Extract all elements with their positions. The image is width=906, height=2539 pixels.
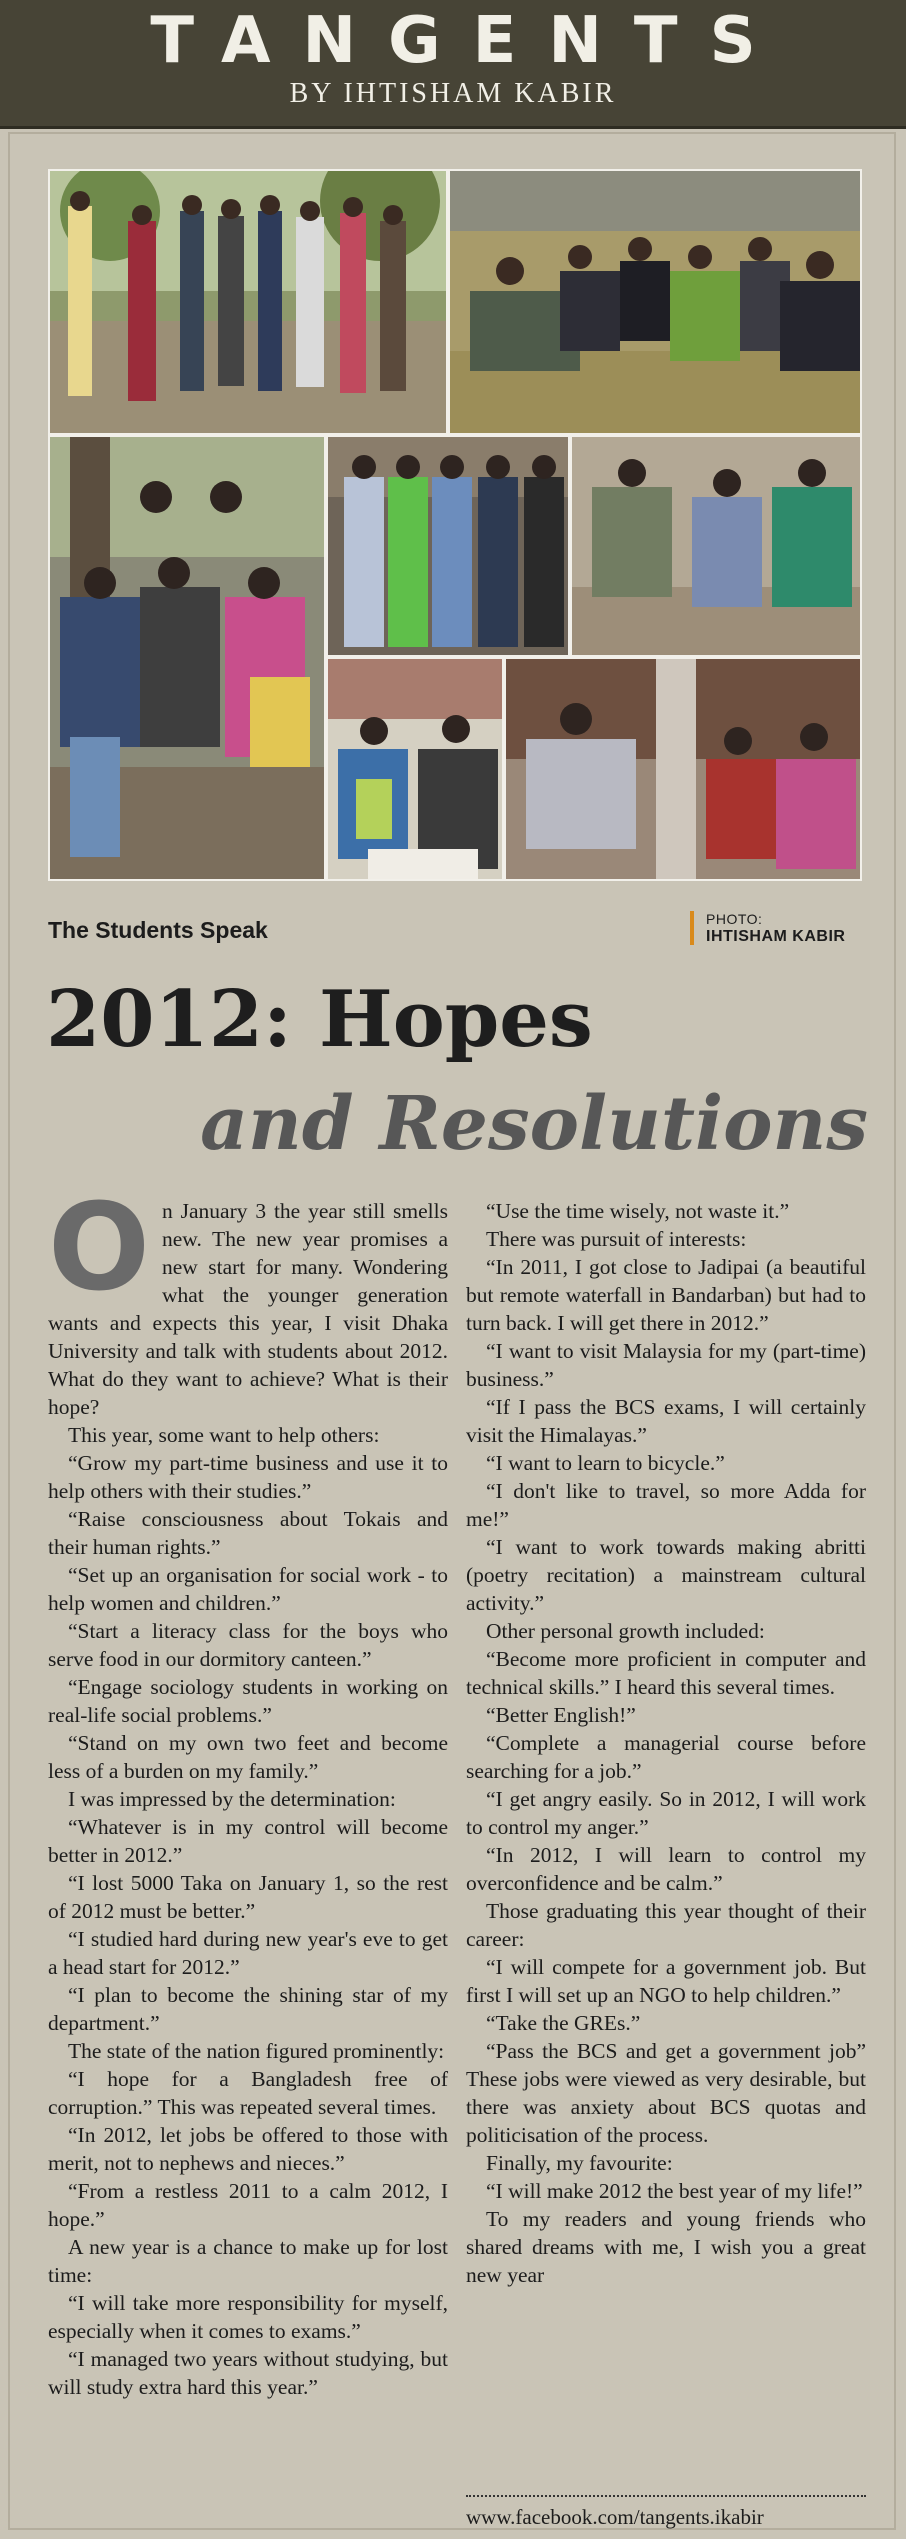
article-paragraph: “I want to learn to bicycle.” [486, 1451, 725, 1475]
article-paragraph: “I hope for a Bangladesh free of corruption.” This was repeated several times. [48, 2067, 448, 2119]
article-paragraph: “Pass the BCS and get a government job” These jobs were viewed as very desirable, but there was anxiety about BCS quotas and politicisation of the process. [466, 2039, 866, 2147]
article-paragraph: “From a restless 2011 to a calm 2012, I hope.” [48, 2179, 448, 2231]
article-paragraph: “In 2012, I will learn to control my overconfidence and be calm.” [466, 1843, 866, 1895]
article-paragraph: “Grow my part-time business and use it to help others with their studies.” [48, 1451, 448, 1503]
article-paragraph: n January 3 the year still smells new. The new year promises a new start for many. Wondering what the younger generation wants and expects this year, I visit Dhaka University and talk with students about 2012. What do they want to achieve? What is their hope? [48, 1199, 448, 1419]
article-paragraph: A new year is a chance to make up for lost time: [48, 2235, 448, 2287]
photo-students-sitting-three [504, 657, 862, 881]
article-paragraph: “Engage sociology students in working on real-life social problems.” [48, 1675, 448, 1727]
headline-line-2: and Resolutions [200, 1081, 868, 1167]
photo-students-on-grass [448, 169, 862, 435]
article-paragraph: “Raise consciousness about Tokais and their human rights.” [48, 1507, 448, 1559]
article-paragraph: “If I pass the BCS exams, I will certainly visit the Himalayas.” [466, 1395, 866, 1447]
footer-divider [466, 2495, 866, 2497]
photo-credit-name: IHTISHAM KABIR [706, 928, 846, 945]
article-paragraph: “I want to visit Malaysia for my (part-time) business.” [466, 1339, 866, 1391]
article-paragraph: The state of the nation figured prominently: [68, 2039, 445, 2063]
photo-students-by-tree [48, 435, 326, 881]
column-byline: BY IHTISHAM KABIR [289, 78, 617, 109]
article-paragraph: “In 2011, I got close to Jadipai (a beautiful but remote waterfall in Bandarban) but had to turn back. I will get there in 2012.” [466, 1255, 866, 1335]
article-paragraph: “I will compete for a government job. But first I will set up an NGO to help children.” [466, 1955, 866, 2007]
article-paragraph: Finally, my favourite: [486, 2151, 673, 2175]
column-header [0, 0, 906, 129]
article-paragraph: Other personal growth included: [486, 1619, 765, 1643]
article-paragraph: “Take the GREs.” [486, 2011, 641, 2035]
article-paragraph: “Whatever is in my control will become better in 2012.” [48, 1815, 448, 1867]
photo-credit [690, 911, 845, 945]
article-paragraph: “I lost 5000 Taka on January 1, so the rest of 2012 must be better.” [48, 1871, 448, 1923]
article-paragraph: There was pursuit of interests: [486, 1227, 747, 1251]
article-paragraph: “Set up an organisation for social work - to help women and children.” [48, 1563, 448, 1615]
photo-students-on-steps [570, 435, 862, 657]
article-paragraph: “In 2012, let jobs be offered to those with merit, not to nephews and nieces.” [48, 2123, 448, 2175]
article-paragraph: “Stand on my own two feet and become less of a burden on my family.” [48, 1731, 448, 1783]
article-paragraph: “I studied hard during new year's eve to get a head start for 2012.” [48, 1927, 448, 1979]
article-paragraph: Those graduating this year thought of their career: [466, 1899, 866, 1951]
article-paragraph: “Become more proficient in computer and technical skills.” I heard this several times. [466, 1647, 866, 1699]
article-paragraph: “I want to work towards making abritti (poetry recitation) a mainstream cultural activity.” [466, 1535, 866, 1615]
article-paragraph: “Complete a managerial course before searching for a job.” [466, 1731, 866, 1783]
article-column-right [466, 1197, 866, 2289]
headline-line-1: 2012: Hopes [46, 974, 593, 1065]
article-paragraph: “I managed two years without studying, but will study extra hard this year.” [48, 2347, 448, 2399]
article-paragraph: “I will make 2012 the best year of my life!” [486, 2179, 863, 2203]
photo-students-standing-group [48, 169, 448, 435]
photo-credit-label: PHOTO: [706, 911, 763, 927]
article-paragraph: To my readers and young friends who shared dreams with me, I wish you a great new year [466, 2207, 866, 2287]
column-title: TANGENTS [150, 4, 788, 78]
article-paragraph: “I will take more responsibility for myself, especially when it comes to exams.” [48, 2291, 448, 2343]
article-paragraph: I was impressed by the determination: [68, 1787, 396, 1811]
photo-students-at-table [326, 657, 504, 881]
article-paragraph: This year, some want to help others: [68, 1423, 380, 1447]
article-paragraph: “I get angry easily. So in 2012, I will work to control my anger.” [466, 1787, 866, 1839]
drop-cap: O [48, 1179, 151, 1318]
article-paragraph: “I plan to become the shining star of my department.” [48, 1983, 448, 2035]
facebook-link[interactable]: www.facebook.com/tangents.ikabir [466, 2505, 764, 2529]
article-paragraph: “Use the time wisely, not waste it.” [486, 1199, 790, 1223]
article-paragraph: “I don't like to travel, so more Adda for me!” [466, 1479, 866, 1531]
article-paragraph: “Start a literacy class for the boys who serve food in our dormitory canteen.” [48, 1619, 448, 1671]
article-paragraph: “Better English!” [486, 1703, 636, 1727]
photo-section-label: The Students Speak [48, 917, 268, 943]
photo-students-five-standing [326, 435, 570, 657]
article-column-left [48, 1179, 448, 2401]
